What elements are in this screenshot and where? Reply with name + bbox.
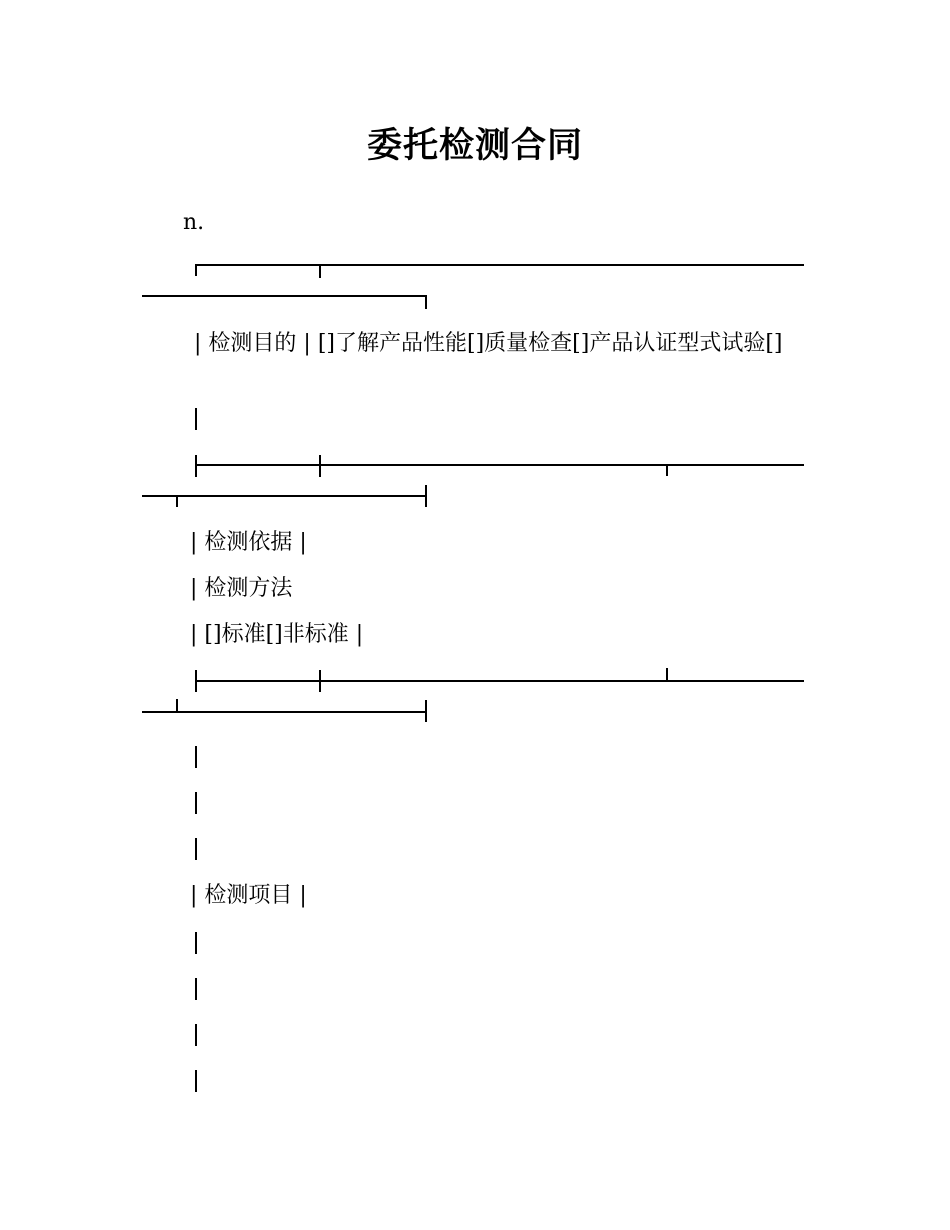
basis-row: | 检测依据 |	[190, 530, 307, 555]
document-title: 委托检测合同	[366, 126, 583, 166]
table-cell-divider	[195, 1024, 197, 1046]
table-cell-divider	[195, 746, 197, 768]
table-cell-divider	[195, 408, 197, 430]
method-options: []标准[]非标准	[204, 622, 349, 647]
method-label: 检测方法	[204, 576, 293, 601]
table-cell-divider	[195, 1070, 197, 1092]
table-cell-divider	[195, 792, 197, 814]
intro-text: n.	[183, 210, 205, 235]
basis-label: 检测依据	[204, 530, 293, 555]
method-options-row: | []标准[]非标准 |	[190, 622, 364, 647]
items-row: | 检测项目 |	[190, 883, 307, 908]
method-row: | 检测方法	[190, 576, 293, 601]
purpose-options: []了解产品性能[]质量检查[]产品认证型式试验[]	[317, 331, 783, 356]
table-cell-divider	[195, 978, 197, 1000]
table-cell-divider	[195, 932, 197, 954]
purpose-label: | 检测目的 |	[194, 331, 318, 356]
table-cell-divider	[195, 838, 197, 860]
items-label: 检测项目	[204, 883, 293, 908]
